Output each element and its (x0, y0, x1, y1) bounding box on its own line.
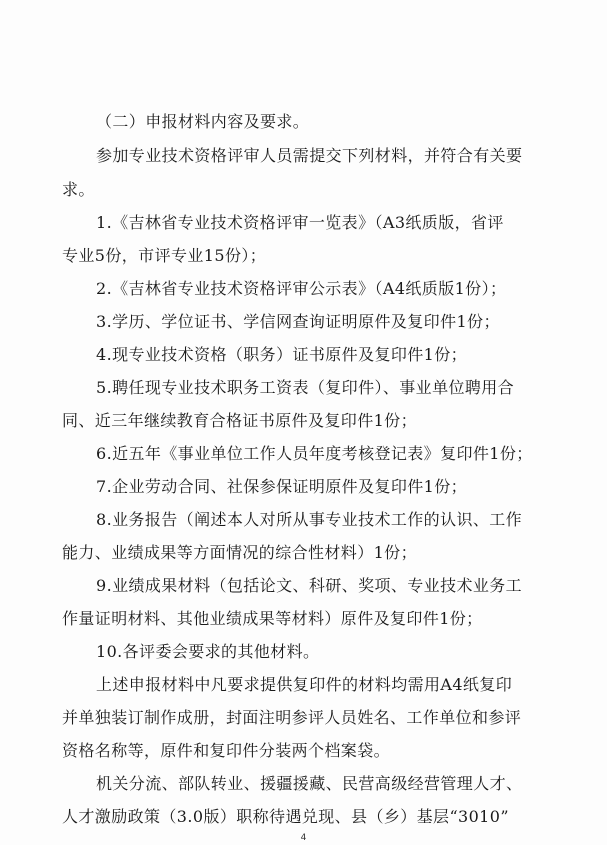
list-item-9: 9.业绩成果材料（包括论文、科研、奖项、专业技术业务工 (96, 576, 523, 595)
section-heading: （二）申报材料内容及要求。 (96, 112, 310, 131)
list-item-1: 1.《吉林省专业技术资格评审一览表》（A3纸质版，省评 (96, 213, 504, 232)
list-item-5: 5.聘任现专业技术职务工资表（复印件）、事业单位聘用合 (96, 378, 515, 397)
paragraph-line: 参加专业技术资格评审人员需提交下列材料，并符合有关要 (96, 146, 523, 165)
list-item-1-cont: 专业5份，市评专业15份）； (62, 246, 267, 265)
paragraph-line: 机关分流、部队转业、援疆援藏、民营高级经营管理人才、 (96, 774, 523, 793)
paragraph-line: 人才激励政策（3.0版）职称待遇兑现、县（乡）基层“3010” (62, 807, 509, 826)
paragraph-line: 求。 (62, 180, 95, 199)
list-item-8-cont: 能力、业绩成果等方面情况的综合性材料）1份； (62, 543, 417, 562)
paragraph-line: 资格名称等，原件和复印件分装两个档案袋。 (62, 741, 391, 760)
list-item-5-cont: 同、近三年继续教育合格证书原件及复印件1份； (62, 411, 417, 430)
paragraph-line: 并单独装订制作成册，封面注明参评人员姓名、工作单位和参评 (62, 708, 522, 727)
list-item-7: 7.企业劳动合同、社保参保证明原件及复印件1份； (96, 477, 468, 496)
list-item-3: 3.学历、学位证书、学信网查询证明原件及复印件1份； (96, 312, 500, 331)
list-item-10: 10.各评委会要求的其他材料。 (96, 642, 320, 661)
list-item-9-cont: 作量证明材料、其他业绩成果等材料）原件及复印件1份； (62, 609, 483, 628)
list-item-2: 2.《吉林省专业技术资格评审公示表》（A4纸质版1份）； (96, 279, 507, 298)
list-item-6: 6.近五年《事业单位工作人员年度考核登记表》复印件1份； (96, 444, 533, 463)
list-item-4: 4.现专业技术资格（职务）证书原件及复印件1份； (96, 345, 468, 364)
paragraph-line: 上述申报材料中凡要求提供复印件的材料均需用A4纸复印 (96, 675, 513, 694)
page-number: 4 (300, 833, 307, 843)
list-item-8: 8.业务报告（阐述本人对所从事专业技术工作的认识、工作 (96, 510, 523, 529)
